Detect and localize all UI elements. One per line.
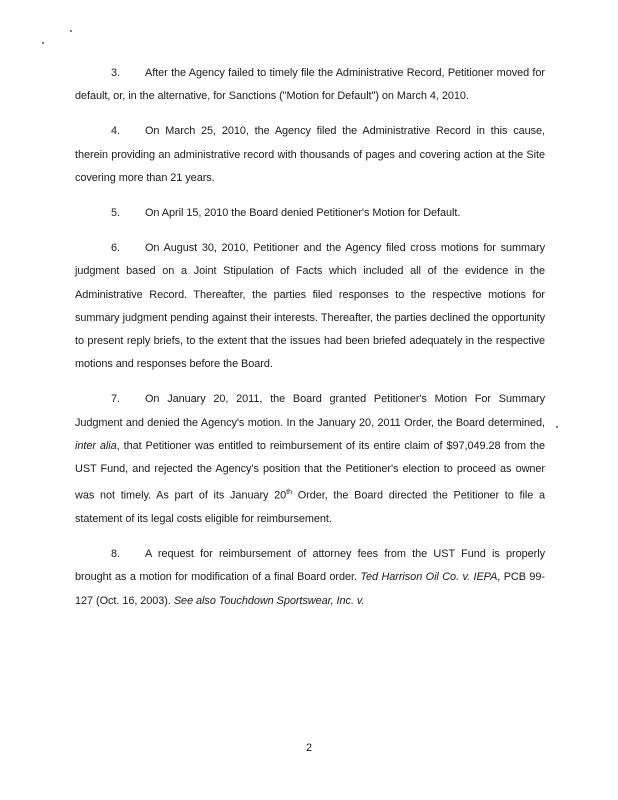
paragraph-text: , that Petitioner was entitled to reimbursement of its entire claim of $97,049.28 from the UST Fund, and rejected the Agency's position that the Petitioner's election to proceed as owner was not timely. As part of its January 20 bbox=[75, 439, 545, 502]
paragraph-4 bbox=[75, 120, 545, 190]
italic-citation: Ted Harrison Oil Co. v. IEPA bbox=[360, 571, 498, 584]
paragraph-text: After the Agency failed to timely file the Administrative Record, Petitioner moved for default, or, in the alternative, for Sanctions ("Motion for Default") on March 4, 2010. bbox=[75, 67, 545, 103]
italic-citation: See also Touchdown Sportswear, Inc. v. bbox=[173, 594, 365, 607]
paragraph-number: 6. bbox=[111, 242, 120, 255]
paragraph-8 bbox=[75, 543, 545, 613]
scan-speck bbox=[70, 30, 72, 32]
paragraph-5 bbox=[75, 202, 545, 225]
paragraph-number: 8. bbox=[111, 548, 120, 561]
paragraph-number: 3. bbox=[111, 67, 120, 79]
paragraph-number: 5. bbox=[111, 207, 120, 220]
paragraph-text: Order, the Board directed the Petitioner to file a statement of its legal costs eligible for reimbursement. bbox=[75, 489, 545, 526]
paragraph-number: 4. bbox=[111, 125, 120, 138]
paragraph-6 bbox=[75, 237, 545, 376]
paragraph-text: A request for reimbursement of attorney fees from the UST Fund is properly brought as a motion for modification of a final Board order. bbox=[75, 548, 545, 584]
paragraph-text: On January 20, 2011, the Board granted Petitioner's Motion For Summary Judgment and denied the Agency's motion. In the January 20, 2011 Order, the Board determined, bbox=[75, 393, 545, 429]
paragraph-3 bbox=[75, 62, 545, 108]
paragraph-7 bbox=[75, 388, 545, 531]
paragraph-text: On August 30, 2010, Petitioner and the Agency filed cross motions for summary judgment based on a Joint Stipulation of Facts which included all of the evidence in the Administrative Record. Thereafter, the parties filed responses to the respective motions for summary judgment pending against their interests. Thereafter, the parties declined the opportunity to present reply briefs, to the extent that the issues had been briefed adequately in the respective motions and responses before the Board. bbox=[75, 242, 545, 371]
ordinal-superscript: th bbox=[286, 489, 292, 497]
page-number: 2 bbox=[305, 742, 313, 754]
paragraph-text: , PCB 99-127 (Oct. 16, 2003). bbox=[75, 571, 545, 607]
paragraph-text: On March 25, 2010, the Agency filed the Administrative Record in this cause, therein providing an administrative record with thousands of pages and covering action at the Site covering more than 21 years. bbox=[75, 125, 545, 184]
scan-speck bbox=[42, 42, 44, 44]
italic-citation: inter alia bbox=[75, 439, 117, 452]
paragraph-text: On April 15, 2010 the Board denied Petitioner's Motion for Default. bbox=[145, 207, 461, 220]
body-text bbox=[75, 62, 545, 625]
scan-speck bbox=[556, 426, 558, 428]
paragraph-number: 7. bbox=[111, 393, 120, 406]
